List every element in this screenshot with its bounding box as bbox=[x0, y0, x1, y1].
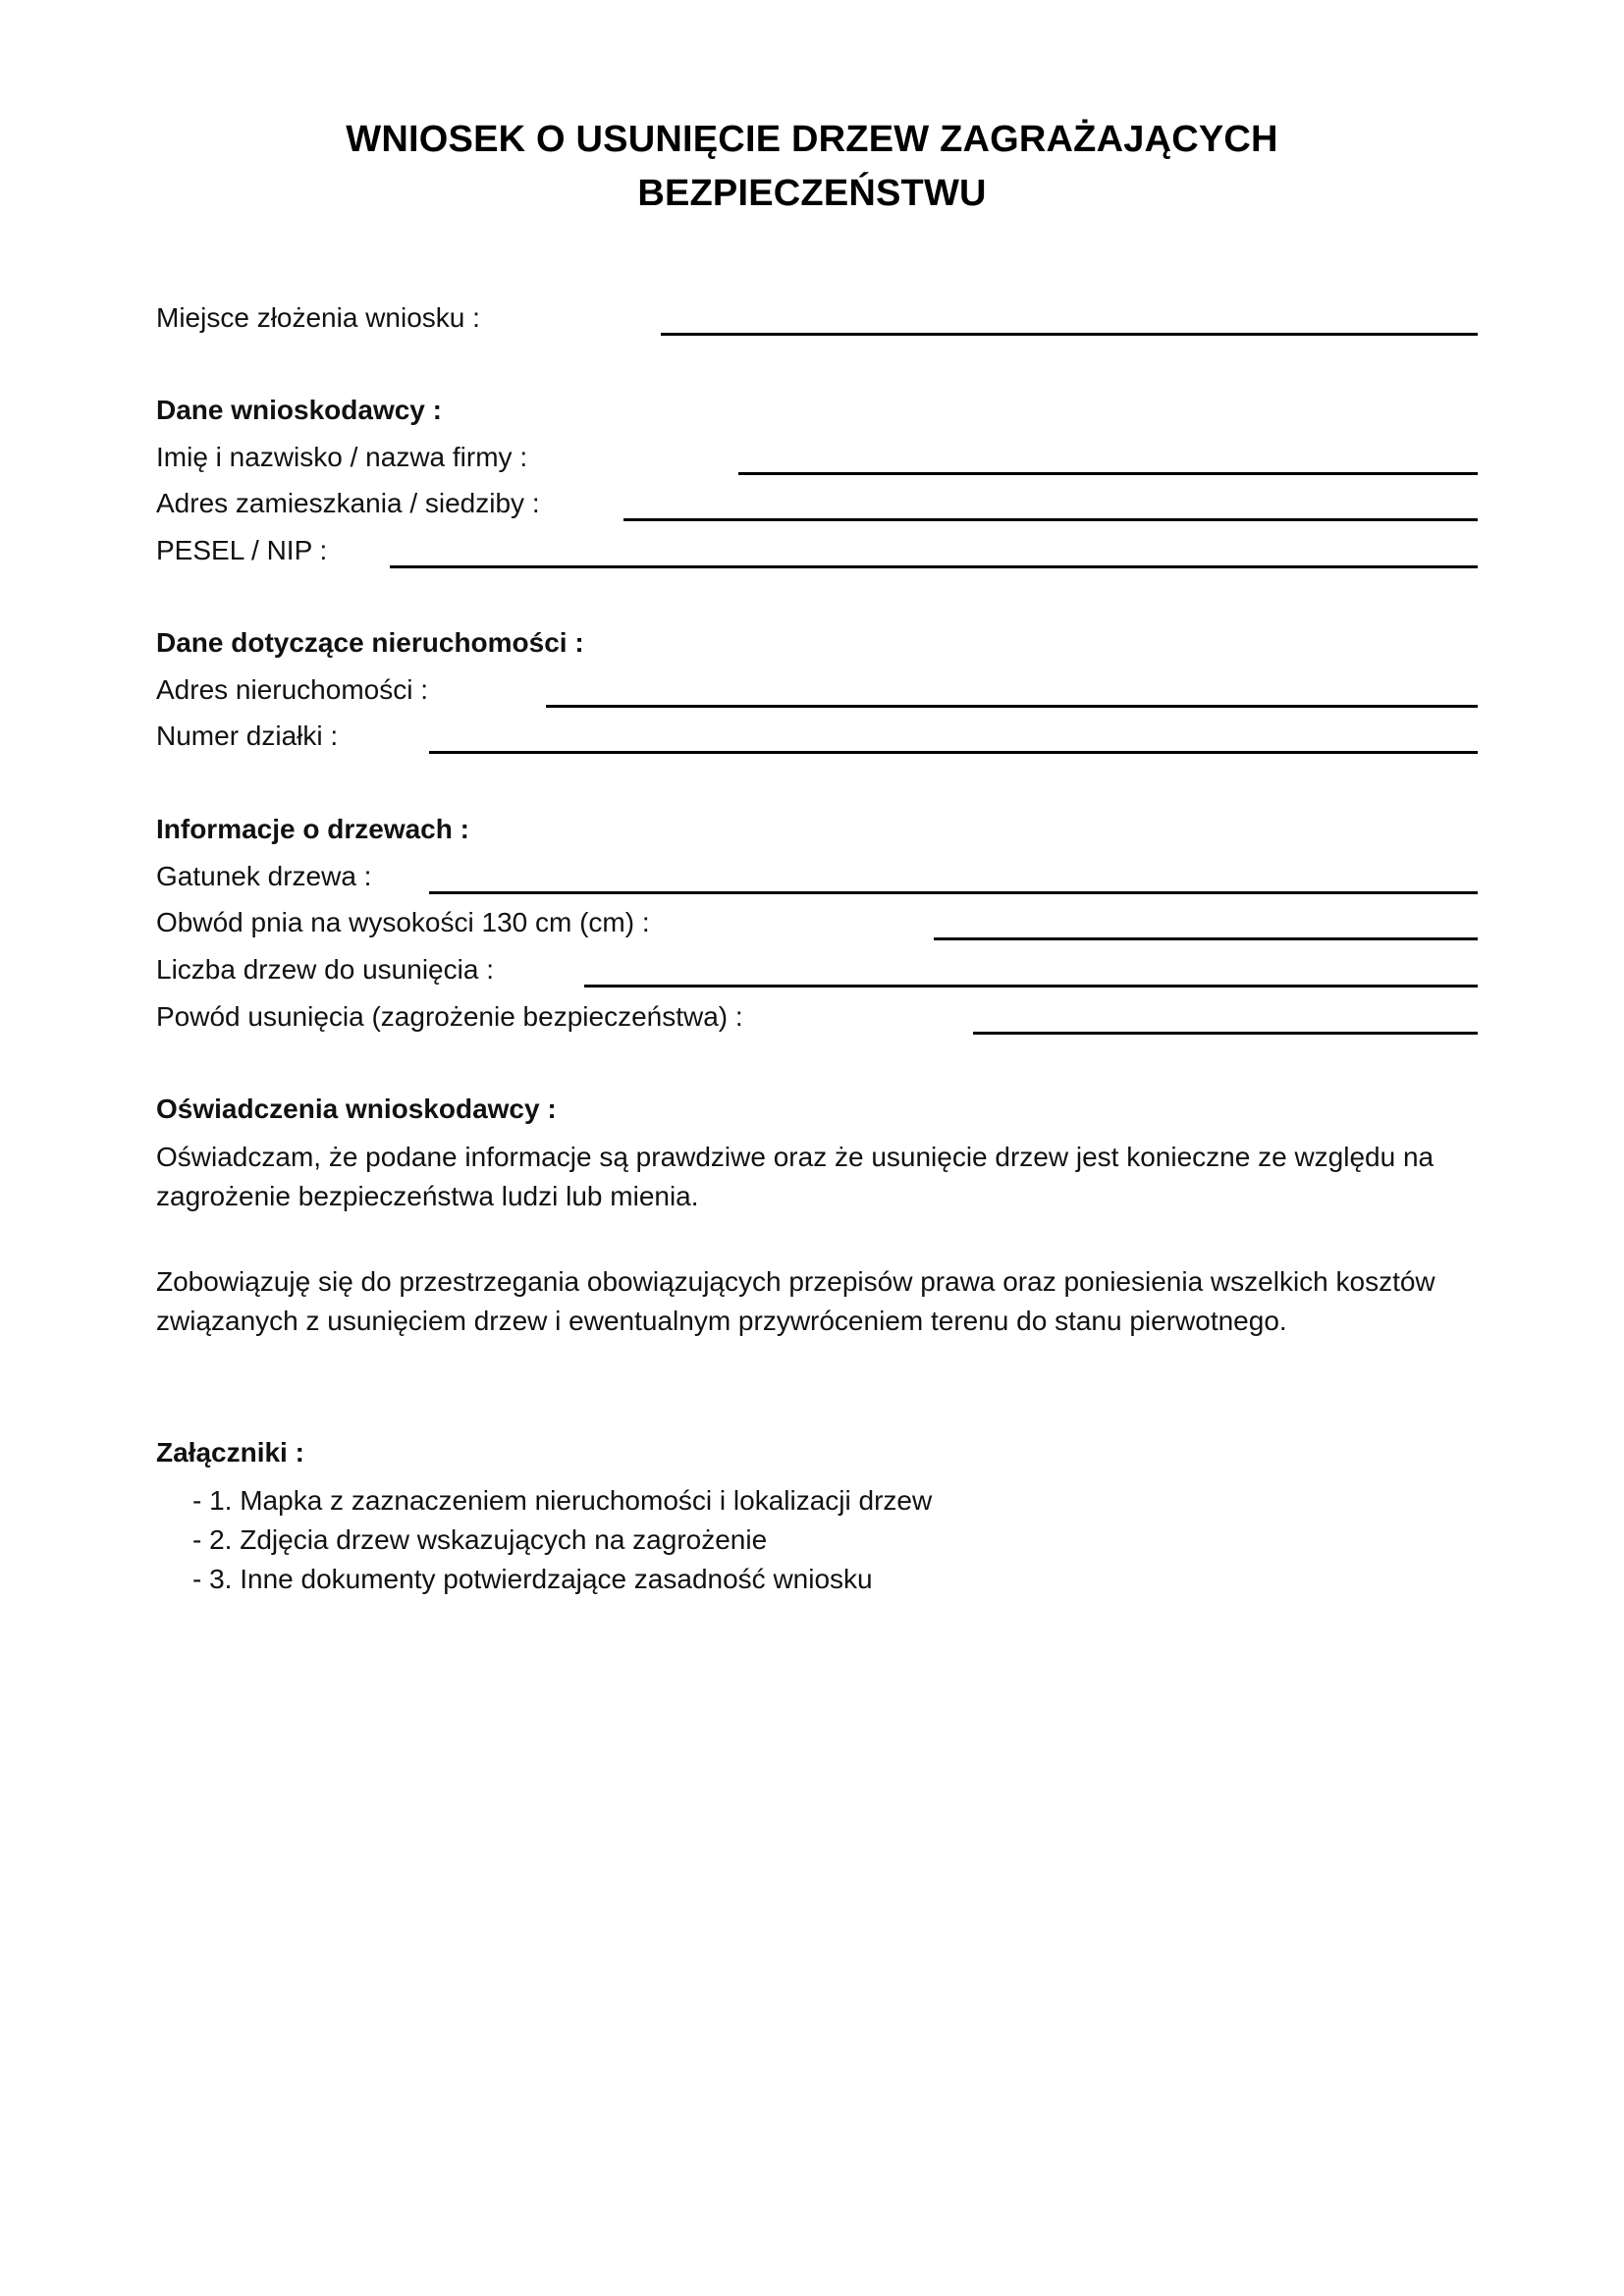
field-species-line[interactable] bbox=[429, 891, 1478, 894]
field-pesel-row bbox=[156, 529, 1478, 572]
section-applicant-heading: Dane wnioskodawcy : bbox=[156, 395, 442, 425]
attachment-item: - 3. Inne dokumenty potwierdzające zasadność wniosku bbox=[192, 1564, 873, 1594]
section-property-heading: Dane dotyczące nieruchomości : bbox=[156, 627, 584, 658]
field-pesel-line[interactable] bbox=[390, 565, 1478, 568]
attachment-item: - 2. Zdjęcia drzew wskazujących na zagrożenie bbox=[192, 1524, 768, 1555]
field-girth-row bbox=[156, 901, 1478, 944]
field-reason-line[interactable] bbox=[973, 1032, 1478, 1035]
section-attachments-heading: Załączniki : bbox=[156, 1437, 304, 1468]
field-species-row bbox=[156, 855, 1478, 898]
declaration-paragraph-2: Zobowiązuję się do przestrzegania obowiązujących przepisów prawa oraz poniesienia wszelkich kosztów związanych z usunięciem drzew i ewentualnym przywróceniem terenu do stanu pierwotnego. bbox=[156, 1266, 1435, 1336]
document-title-line-2: BEZPIECZEŃSTWU bbox=[637, 173, 987, 214]
field-place-label: Miejsce złożenia wniosku : bbox=[156, 302, 480, 333]
field-pesel-label: PESEL / NIP : bbox=[156, 535, 328, 565]
field-girth-line[interactable] bbox=[934, 937, 1478, 940]
field-parcel-label: Numer działki : bbox=[156, 721, 339, 751]
field-count-row bbox=[156, 948, 1478, 991]
field-girth-label: Obwód pnia na wysokości 130 cm (cm) : bbox=[156, 907, 650, 937]
attachment-item: - 1. Mapka z zaznaczeniem nieruchomości i lokalizacji drzew bbox=[192, 1485, 933, 1516]
field-count-line[interactable] bbox=[584, 985, 1478, 988]
field-reason-label: Powód usunięcia (zagrożenie bezpieczeństwa) : bbox=[156, 1001, 743, 1032]
field-address-row bbox=[156, 482, 1478, 525]
field-property-address-label: Adres nieruchomości : bbox=[156, 674, 429, 705]
section-trees-heading: Informacje o drzewach : bbox=[156, 814, 469, 844]
field-property-address-row bbox=[156, 668, 1478, 712]
field-count-label: Liczba drzew do usunięcia : bbox=[156, 954, 494, 985]
section-declarations-heading: Oświadczenia wnioskodawcy : bbox=[156, 1094, 557, 1124]
document-title-line-1: WNIOSEK O USUNIĘCIE DRZEW ZAGRAŻAJĄCYCH bbox=[346, 119, 1278, 160]
field-parcel-row bbox=[156, 715, 1478, 758]
declaration-paragraph-1: Oświadczam, że podane informacje są prawdziwe oraz że usunięcie drzew jest konieczne ze względu na zagrożenie bezpieczeństwa ludzi lub mienia. bbox=[156, 1142, 1435, 1211]
field-name-line[interactable] bbox=[738, 472, 1478, 475]
field-name-label: Imię i nazwisko / nazwa firmy : bbox=[156, 442, 528, 472]
field-reason-row bbox=[156, 995, 1478, 1039]
field-species-label: Gatunek drzewa : bbox=[156, 861, 372, 891]
field-address-label: Adres zamieszkania / siedziby : bbox=[156, 488, 540, 518]
field-place-line[interactable] bbox=[661, 333, 1478, 336]
field-address-line[interactable] bbox=[623, 518, 1478, 521]
field-place-row bbox=[156, 296, 1478, 340]
field-property-address-line[interactable] bbox=[546, 705, 1478, 708]
field-name-row bbox=[156, 436, 1478, 479]
field-parcel-line[interactable] bbox=[429, 751, 1478, 754]
